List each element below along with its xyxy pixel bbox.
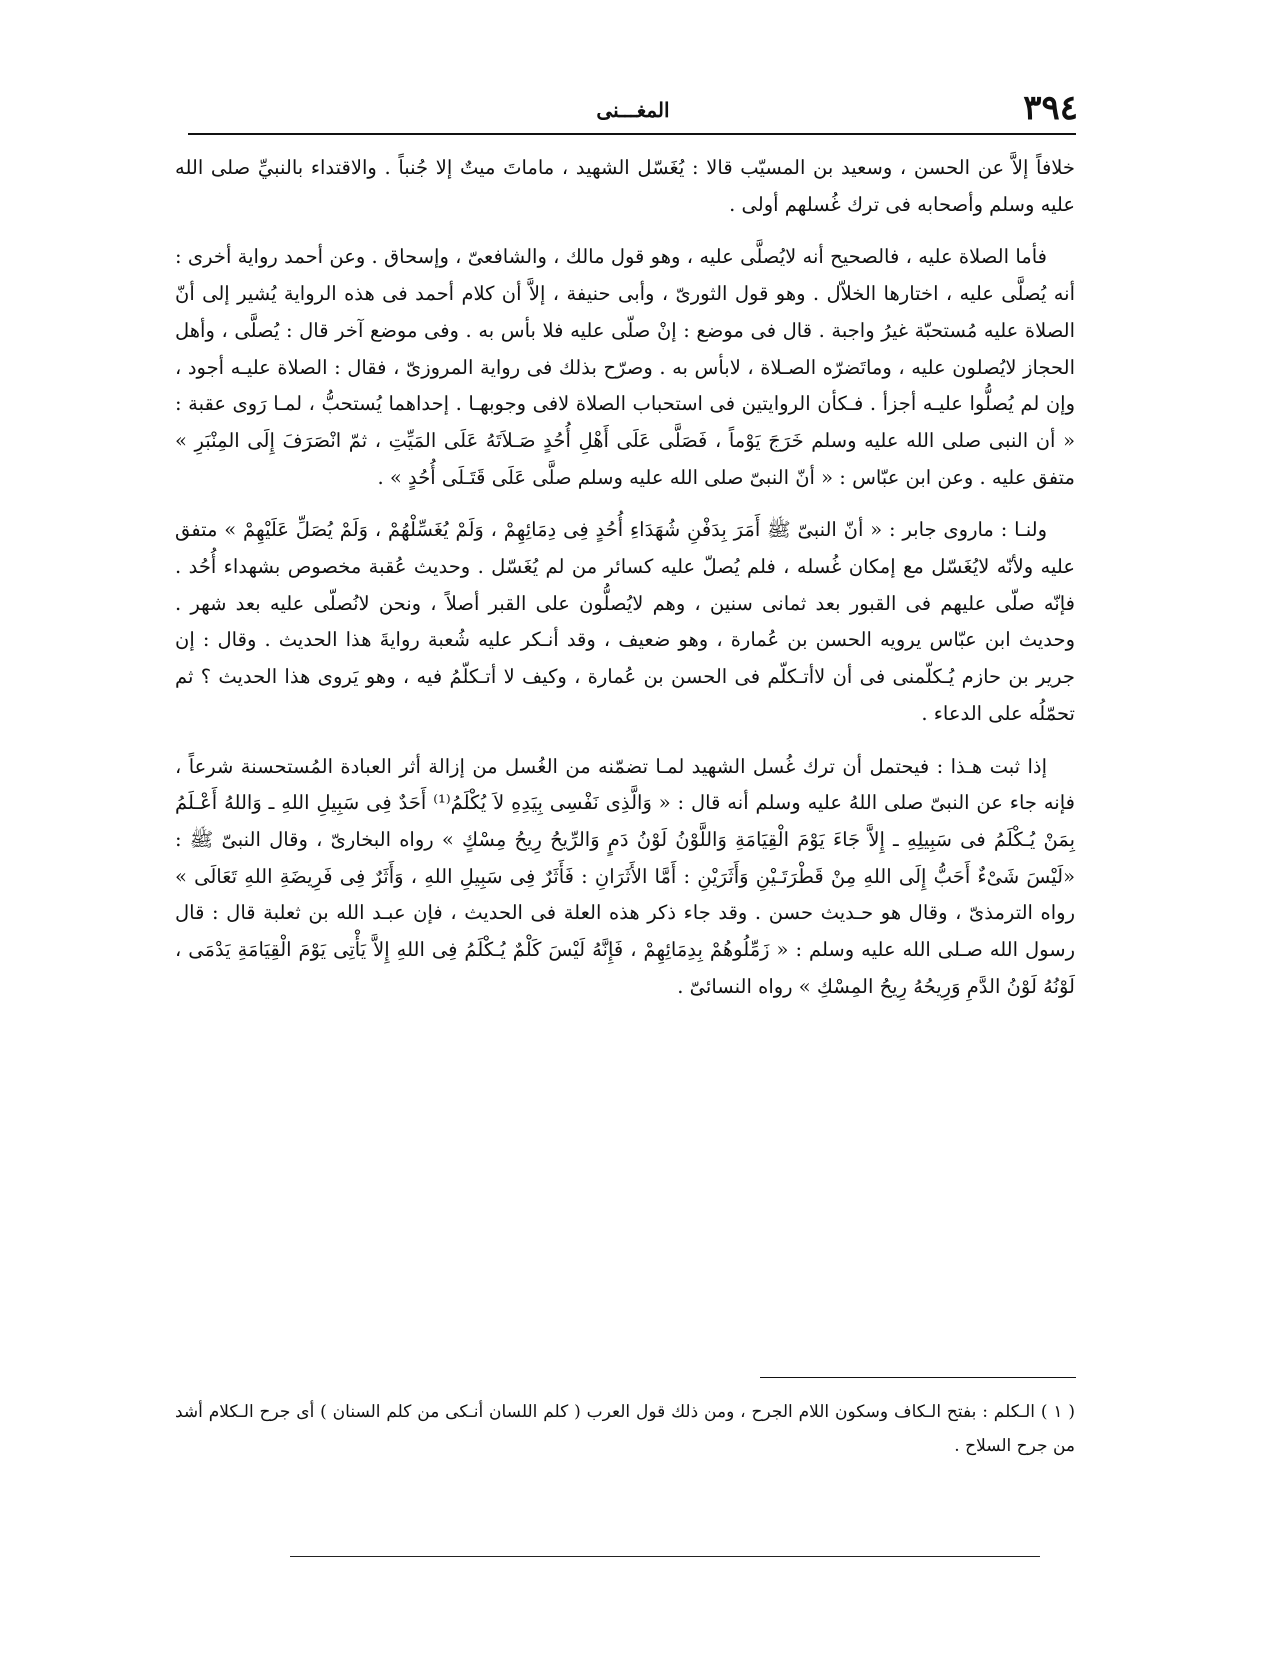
page-number: ٣٩٤ [1023,88,1078,128]
paragraph: فأما الصلاة عليه ، فالصحيح أنه لايُصلَّى عليه ، وهو قول مالك ، والشافعىّ ، وإسحاق . وعن أحمد رواية أخرى : أنه يُصلَّى عليه ، اختارها الخلاّل . وهو قول الثورىّ ، وأبى حنيفة ، إلاَّ أن كلام أحمد فى هذه الرواية يُشير إلى أنّ الصلاة عليه مُستحبّة غيرُ واجبة . قال فى موضع : إنْ صلّى عليه فلا بأس به . وفى موضع آخر قال : يُصلَّى ، وأهل الحجاز لايُصلون عليه ، وماتَضرّه الصـلاة ، لابأس به . وصرّح بذلك فى رواية المروزىّ ، فقال : الصلاة عليـه أجود ، وإن لم يُصلُّوا عليـه أجزأ . فـكأن الروايتين فى استحباب الصلاة لافى وجوبهـا . إحداهما يُستحبُّ ، لمـا رَوى عقبة : « أن النبى صلى الله عليه وسلم خَرَجَ يَوْماً ، فَصَلَّى عَلَى أَهْلِ أُحُدٍ صَـلاَتَهُ عَلَى المَيِّتِ ، ثمّ انْصَرَفَ إِلَى المِنْبَرِ » متفق عليه . وعن ابن عبّاس : « أنّ النبىّ صلى الله عليه وسلم صلَّى عَلَى قَتَـلَى أُحُدٍ » . [175,245,1075,489]
footnote-text: ( ١ ) الـكلم : بفتح الـكاف وسكون اللام الجرح ، ومن ذلك قول العرب ( كلم اللسان أنـكى من كلم السنان ) أى جرح الـكلام أشد من جرح السلاح . [175,1402,1075,1456]
paragraph: إذا ثبت هـذا : فيحتمل أن ترك غُسل الشهيد لمـا تضمّنه من الغُسل من إزالة أثر العبادة المُستحسنة شرعاً ، فإنه جاء عن النبىّ صلى اللهُ عليه وسلم أنه قال : « وَالَّذِى نَفْسِى بِيَدِهِ لاَ يُكْلَمُ⁽¹⁾ أَحَدٌ فِى سَبِيلِ اللهِ ـ وَاللهُ أَعْـلَمُ بِمَنْ يُـكْلَمُ فى سَبِيلِهِ ـ إِلاَّ جَاءَ يَوْمَ الْقِيَامَةِ وَاللَّوْنُ لَوْنُ دَمٍ وَالرِّيحُ رِيحُ مِسْكٍ » رواه البخارىّ ، وقال النبىّ ﷺ : «لَيْسَ شَىْءٌ أَحَبُّ إِلَى اللهِ مِنْ قَطْرَتَـيْنِ وَأَثَرَيْنِ : أَمَّا الأَثَرَانِ : فَأَثَرٌ فِى سَبِيلِ اللهِ ، وَأَثَرٌ فِى فَرِيضَةِ اللهِ تَعَالَى » رواه الترمذىّ ، وقال هو حـديث حسن . وقد جاء ذكر هذه العلة فى الحديث ، فإن عبـد الله بن ثعلبة قال : قال رسول الله صـلى الله عليه وسلم : « زَمِّلُوهُمْ بِدِمَائِهِمْ ، فَإِنَّهُ لَيْسَ كَلْمٌ يُـكْلَمُ فِى اللهِ إِلاَّ يَأْتِى يَوْمَ الْقِيَامَةِ يَدْمَى ، لَوْنُهُ لَوْنُ الدَّمِ وَرِيحُهُ رِيحُ المِسْكِ » رواه النسائىّ . [175,754,1075,998]
main-text [175,150,1075,1021]
paragraph: خلافاً إلاَّ عن الحسن ، وسعيد بن المسيّب قالا : يُغَسّل الشهيد ، ماماتَ ميتٌ إلا جُنباً . والاقتداء بالنبيِّ صلى الله عليه وسلم وأصحابه فى ترك غُسلهم أولى . [175,156,1075,216]
header-rule [188,133,1076,135]
running-title: المغـــنى [596,98,670,122]
footnote [175,1395,1075,1463]
page-header [188,88,1078,132]
paragraph: ولنـا : ماروى جابر : « أنّ النبىّ ﷺ أَمَرَ بِدَفْنِ شُهَدَاءِ أُحُدٍ فِى دِمَائِهِمْ ، وَلَمْ يُغَسِّلْهُمْ ، وَلَمْ يُصَلِّ عَلَيْهِمْ » متفق عليه ولأنّه لايُغَسّل مع إمكان غُسله ، فلم يُصلّ عليه كسائر من لم يُغَسّل . وحديث عُقبة مخصوص بشهداء أُحُد . فإنّه صلّى عليهم فى القبور بعد ثمانى سنين ، وهم لايُصلُّون على القبر أصلاً ، ونحن لانُصلّى عليه بعد شهر . وحديث ابن عبّاس يرويه الحسن بن عُمارة ، وهو ضعيف ، وقد أنـكر عليه شُعبة روايةَ هذا الحديث . وقال : إن جرير بن حازم يُـكلّمنى فى أن لاأتـكلّم فى الحسن بن عُمارة ، وكيف لا أتـكلّمُ فيه ، وهو يَروى هذا الحديث ؟ ثم تحمّلُه على الدعاء . [175,518,1075,725]
footnote-rule [760,1377,1076,1378]
bottom-rule [290,1556,1040,1557]
